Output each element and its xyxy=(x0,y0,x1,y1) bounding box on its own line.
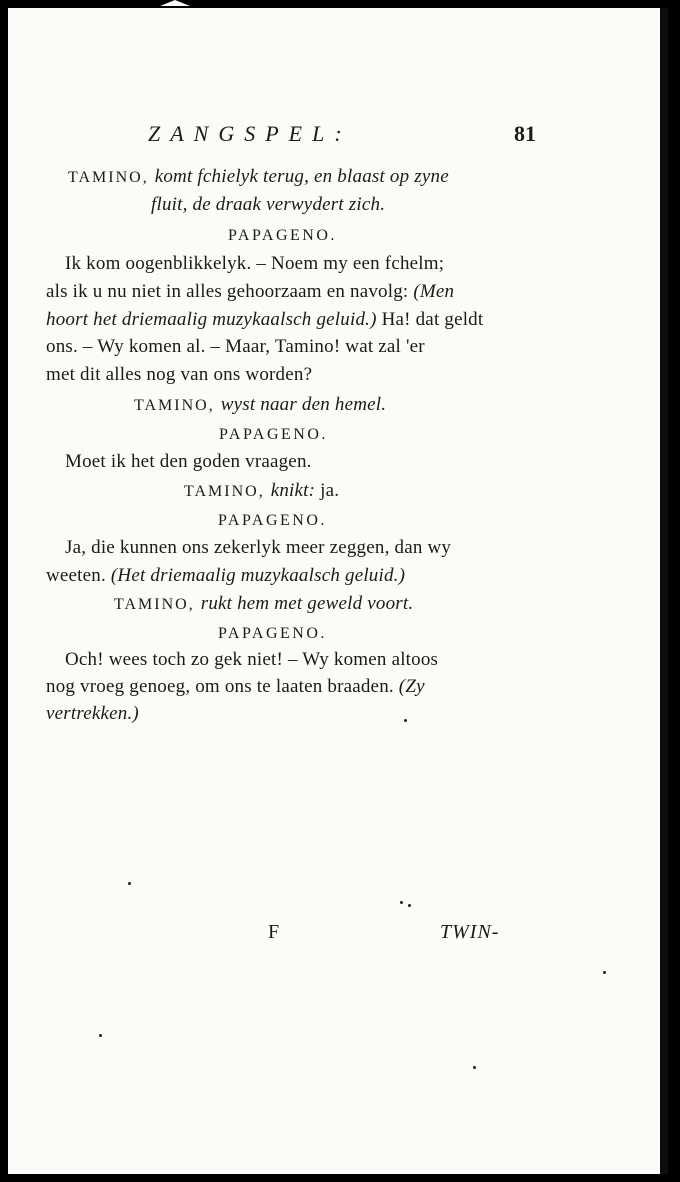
stage-direction-line xyxy=(134,393,386,418)
catchword-text: TWIN- xyxy=(440,921,500,943)
stage-direction-line xyxy=(151,193,385,217)
speaker-name: TAMINO, xyxy=(68,169,155,186)
paper-speck xyxy=(99,1034,102,1037)
signature-mark xyxy=(268,920,279,944)
speaker-heading xyxy=(218,508,327,533)
speaker-name: PAPAGENO. xyxy=(218,625,327,642)
stage-direction-text: (Men xyxy=(413,281,455,302)
paper-speck xyxy=(400,901,403,904)
speaker-heading xyxy=(218,621,327,646)
speaker-name: TAMINO, xyxy=(114,596,201,613)
page-edge-shadow xyxy=(660,8,668,1174)
paper-speck xyxy=(404,719,407,722)
dialogue-text: ons. – Wy komen al. – Maar, Tamino! wat zal 'er xyxy=(46,336,425,357)
stage-direction-text: (Het driemaalig muzykaalsch geluid.) xyxy=(110,565,406,586)
stage-direction-text: fluit, de draak verwydert zich. xyxy=(151,194,386,215)
text-line xyxy=(65,450,312,474)
stage-direction-text: wyst naar den hemel. xyxy=(220,394,387,415)
text-line xyxy=(46,335,425,359)
speaker-heading xyxy=(219,422,328,447)
text-line xyxy=(65,648,438,672)
stage-direction-text: komt fchielyk terug, en blaast op zyne xyxy=(154,166,449,187)
paper-speck xyxy=(408,904,411,907)
stage-direction-line xyxy=(184,479,339,504)
dialogue-text: als ik u nu niet in alles gehoorzaam en navolg: xyxy=(46,281,414,302)
book-page xyxy=(8,8,668,1174)
text-line xyxy=(46,702,139,726)
text-line xyxy=(46,363,312,387)
dialogue-text: Ha! dat geldt xyxy=(381,309,484,330)
text-line xyxy=(46,308,483,332)
stage-direction-line xyxy=(114,592,413,617)
speaker-name: PAPAGENO. xyxy=(219,426,328,443)
catchword xyxy=(440,920,499,944)
paper-speck xyxy=(603,971,606,974)
page-number: 81 xyxy=(514,121,536,146)
stage-direction-text: (Zy xyxy=(398,676,425,697)
stage-direction-text: hoort het driemaalig muzykaalsch geluid.) xyxy=(46,309,382,330)
dialogue-text: nog vroeg genoeg, om ons te laaten braaden. xyxy=(46,676,399,697)
stage-direction-text: vertrekken.) xyxy=(46,703,139,724)
speaker-heading xyxy=(228,223,337,248)
paper-speck xyxy=(473,1066,476,1069)
text-line xyxy=(46,280,454,304)
speaker-name: TAMINO, xyxy=(184,483,271,500)
signature-letter: F xyxy=(268,921,280,943)
dialogue-text: met dit alles nog van ons worden? xyxy=(46,364,313,385)
text-line xyxy=(46,675,425,699)
dialogue-text: ja. xyxy=(320,480,340,501)
stage-direction-text: rukt hem met geweld voort. xyxy=(200,593,414,614)
speaker-name: PAPAGENO. xyxy=(218,512,327,529)
speaker-name: PAPAGENO. xyxy=(228,227,337,244)
text-line xyxy=(65,536,451,560)
dialogue-text: Och! wees toch zo gek niet! – Wy komen altoos xyxy=(65,649,439,670)
header-title: ZANGSPEL: xyxy=(148,121,352,146)
text-line xyxy=(46,564,405,588)
dialogue-text: Moet ik het den goden vraagen. xyxy=(65,451,312,472)
stage-direction-text: knikt: xyxy=(270,480,321,501)
dialogue-text: Ja, die kunnen ons zekerlyk meer zeggen, dan wy xyxy=(65,537,452,558)
text-line xyxy=(65,252,444,276)
paper-speck xyxy=(128,882,131,885)
speaker-name: TAMINO, xyxy=(134,397,221,414)
stage-direction-line xyxy=(68,165,449,190)
top-edge-mark xyxy=(160,0,190,6)
dialogue-text: Ik kom oogenblikkelyk. – Noem my een fchelm; xyxy=(65,253,445,274)
dialogue-text: weeten. xyxy=(46,565,111,586)
